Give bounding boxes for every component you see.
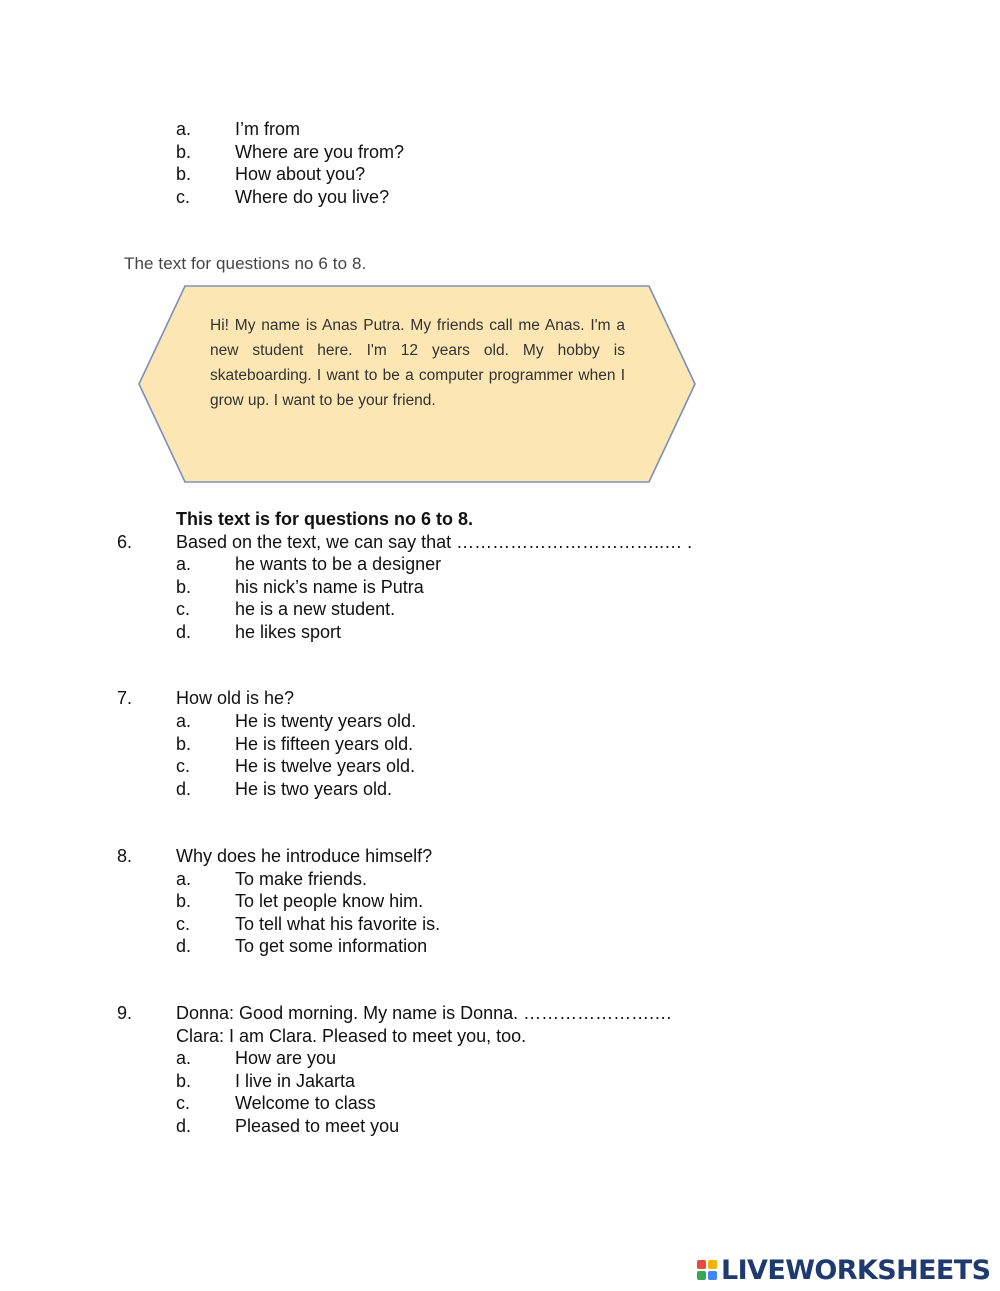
option-letter: c.: [176, 599, 191, 619]
logo-block: [697, 1271, 706, 1280]
option-text: I’m from: [235, 119, 300, 139]
option-text: He is twelve years old.: [235, 756, 416, 776]
logo-block: [708, 1271, 717, 1280]
option-letter: b.: [176, 577, 192, 597]
question-text: Why does he introduce himself?: [176, 846, 433, 866]
option-text: Where are you from?: [235, 142, 405, 162]
option-letter: a.: [176, 554, 192, 574]
option-text: Where do you live?: [235, 187, 390, 207]
question-text: Donna: Good morning. My name is Donna. ………………….…: [176, 1003, 673, 1023]
logo-text: LIVEWORKSHEETS: [721, 1254, 991, 1286]
option-letter: b.: [176, 164, 192, 184]
option-letter: a.: [176, 869, 192, 889]
option-text: his nick’s name is Putra: [235, 577, 424, 597]
option-text: Welcome to class: [235, 1093, 376, 1113]
option-text: How about you?: [235, 164, 366, 184]
option-text: To get some information: [235, 936, 428, 956]
question-number: 9.: [117, 1003, 133, 1023]
option-letter: a.: [176, 119, 192, 139]
option-letter: b.: [176, 142, 192, 162]
option-letter: b.: [176, 734, 192, 754]
option-letter: d.: [176, 779, 192, 799]
option-letter: b.: [176, 891, 192, 911]
option-text: To make friends.: [235, 869, 368, 889]
option-text: I live in Jakarta: [235, 1071, 356, 1091]
logo-block: [697, 1260, 706, 1269]
option-letter: a.: [176, 711, 192, 731]
liveworksheets-logo: [697, 1254, 990, 1286]
option-letter: d.: [176, 622, 192, 642]
option-text: He is two years old.: [235, 779, 393, 799]
option-text: He is twenty years old.: [235, 711, 417, 731]
question-text-line2: Clara: I am Clara. Pleased to meet you, too.: [176, 1026, 527, 1046]
reading-caption: The text for questions no 6 to 8.: [124, 254, 367, 273]
option-letter: c.: [176, 914, 191, 934]
option-letter: d.: [176, 1116, 192, 1136]
option-text: To tell what his favorite is.: [235, 914, 441, 934]
question-text: How old is he?: [176, 688, 295, 708]
reading-passage: Hi! My name is Anas Putra. My friends call me Anas. I'm a new student here. I'm 12 years old. My hobby is skateboarding. I want to be a computer programmer when I grow up. I want to be your friend.: [210, 317, 625, 409]
option-text: he wants to be a designer: [235, 554, 442, 574]
question-number: 8.: [117, 846, 133, 866]
instruction: This text is for questions no 6 to 8.: [176, 509, 474, 529]
question-text: Based on the text, we can say that ……………………………..… .: [176, 532, 693, 552]
option-text: he likes sport: [235, 622, 342, 642]
option-letter: c.: [176, 1093, 191, 1113]
option-letter: d.: [176, 936, 192, 956]
option-text: he is a new student.: [235, 599, 396, 619]
option-text: Pleased to meet you: [235, 1116, 400, 1136]
question-number: 7.: [117, 688, 133, 708]
option-letter: a.: [176, 1048, 192, 1068]
question-number: 6.: [117, 532, 133, 552]
logo-block: [708, 1260, 717, 1269]
option-text: He is fifteen years old.: [235, 734, 414, 754]
option-letter: c.: [176, 756, 191, 776]
option-text: How are you: [235, 1048, 337, 1068]
option-letter: c.: [176, 187, 191, 207]
logo-icon: [697, 1260, 717, 1280]
option-letter: b.: [176, 1071, 192, 1091]
option-text: To let people know him.: [235, 891, 424, 911]
